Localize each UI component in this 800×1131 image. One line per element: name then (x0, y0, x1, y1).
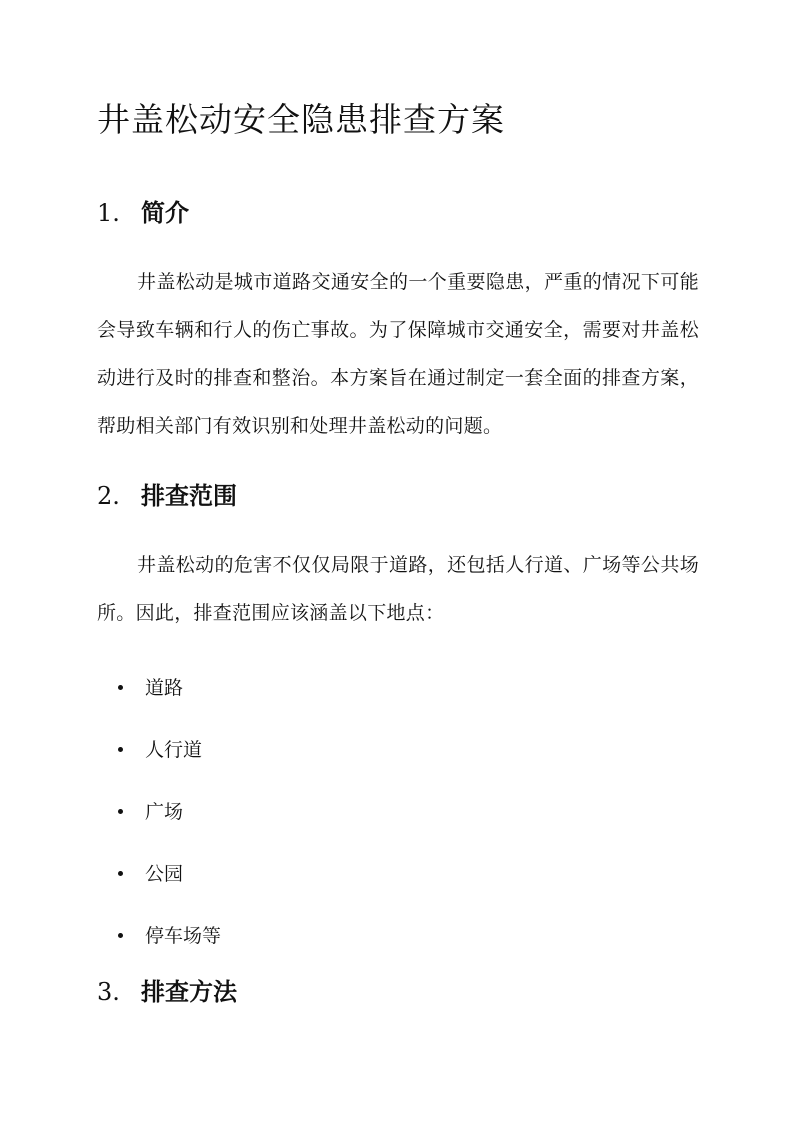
section-heading-scope (97, 478, 237, 514)
bullet-icon (118, 871, 123, 876)
intro-paragraph: 井盖松动是城市道路交通安全的一个重要隐患，严重的情况下可能会导致车辆和行人的伤亡事故。为了保障城市交通安全，需要对井盖松动进行及时的排查和整治。本方案旨在通过制定一套全面的排查方案，帮助相关部门有效识别和处理井盖松动的问题。 (97, 271, 699, 437)
section-heading-intro (97, 195, 189, 231)
list-item (118, 655, 221, 717)
section-title: 简介 (141, 198, 189, 227)
scope-paragraph: 井盖松动的危害不仅仅局限于道路，还包括人行道、广场等公共场所。因此，排查范围应该涵盖以下地点： (97, 554, 699, 624)
list-item-text: 公园 (145, 862, 184, 885)
list-item-text: 人行道 (145, 738, 203, 761)
bullet-icon (118, 809, 123, 814)
list-item (118, 717, 221, 779)
list-item (118, 779, 221, 841)
bullet-icon (118, 685, 123, 690)
scope-location-list (118, 655, 221, 965)
section-title: 排查范围 (141, 481, 237, 510)
section-number: 2. (97, 482, 120, 510)
list-item (118, 903, 221, 965)
section-title: 排查方法 (141, 977, 237, 1006)
section-number: 1. (97, 199, 120, 227)
bullet-icon (118, 933, 123, 938)
list-item (118, 841, 221, 903)
bullet-icon (118, 747, 123, 752)
list-item-text: 停车场等 (145, 924, 222, 947)
list-item-text: 道路 (145, 676, 184, 699)
section-number: 3. (97, 978, 120, 1006)
list-item-text: 广场 (145, 800, 184, 823)
document-title: 井盖松动安全隐患排查方案 (97, 100, 505, 139)
section-heading-method (97, 974, 237, 1010)
